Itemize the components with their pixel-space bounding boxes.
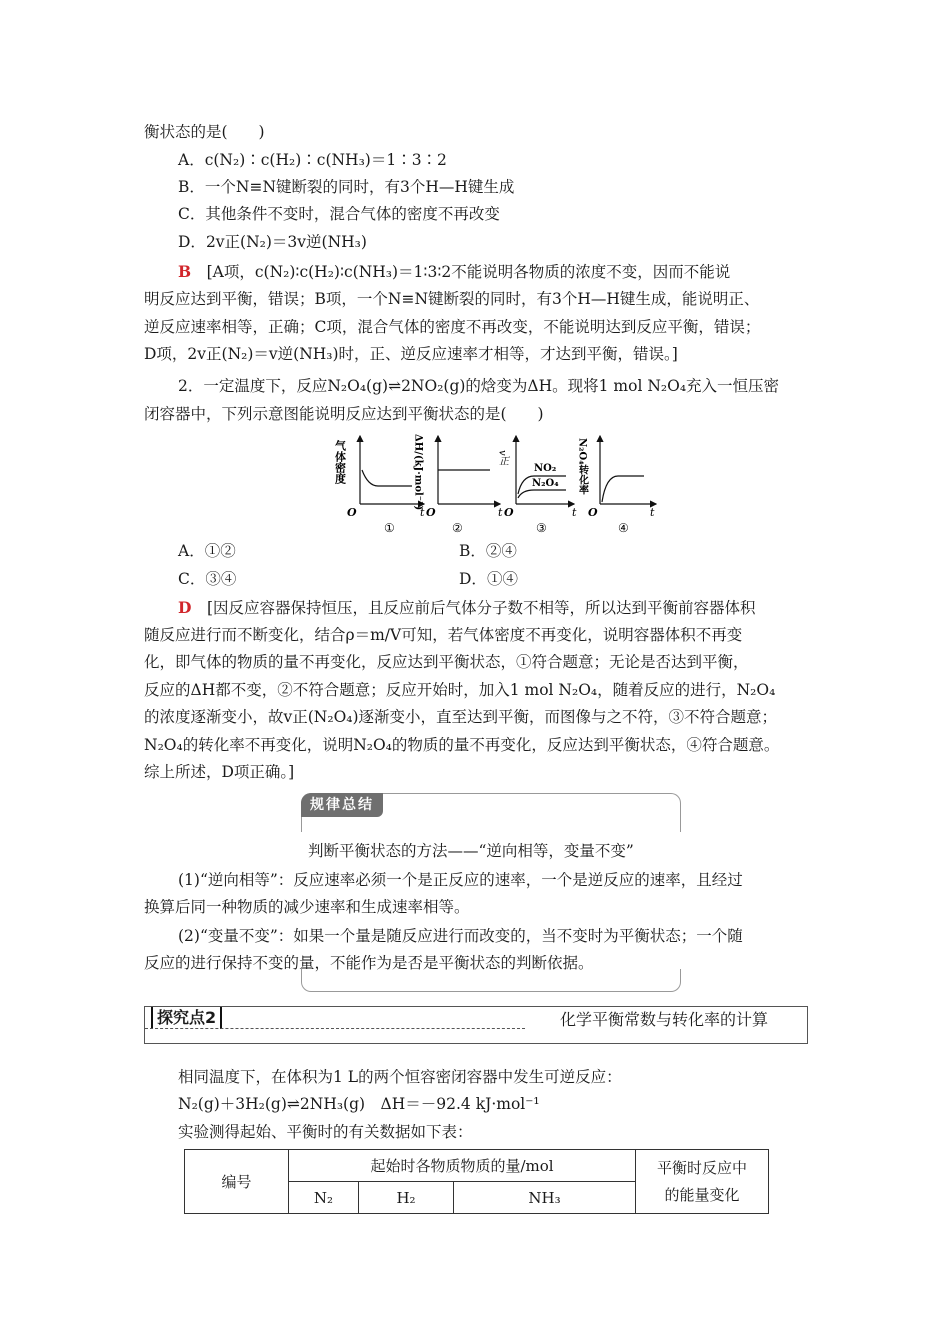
q2-explanation-line-5: 的浓度逐渐变小，故v正(N₂O₄)逐渐变小，直至达到平衡，而图像与之不符，③不符合题意； (144, 708, 778, 726)
figure-2-enthalpy (413, 434, 504, 535)
table-header-id: 编号 (185, 1150, 289, 1214)
q1-answer: B (178, 262, 192, 281)
table-subheader-h2: H₂ (359, 1182, 454, 1214)
intro-line-3: 实验测得起始、平衡时的有关数据如下表： (178, 1123, 473, 1141)
option-text: 一个N≡N键断裂的同时，有3个H—H键生成 (204, 178, 515, 196)
figure-4-curve (602, 476, 644, 502)
option-label: C． (178, 205, 206, 223)
explore-title: 化学平衡常数与转化率的计算 (560, 1010, 769, 1029)
q2-explanation-line-4: 反应的ΔH都不变，②不符合题意；反应开始时，加入1 mol N₂O₄，随着反应的进行，N₂O₄ (144, 681, 776, 699)
figure-3-y-label: v正 (496, 450, 508, 466)
q1-option-b (178, 177, 514, 197)
explore-header (144, 1006, 808, 1044)
summary-line-4: 反应的进行保持不变的量，不能作为是否是平衡状态的判断依据。 (144, 954, 594, 972)
figure-2-origin: O (426, 506, 436, 519)
figure-2-y-label: ΔH/(kJ·mol⁻¹) (412, 434, 424, 511)
q2-explanation-line-3: 化，即气体的物质的量不再变化，反应达到平衡状态，①符合题意；无论是否达到平衡， (144, 653, 749, 671)
q1-explanation-line-2: 明反应达到平衡，错误；B项，一个N≡N键断裂的同时，有3个H—H键生成，能说明正、 (144, 290, 760, 308)
figure-3-series-no2: NO₂ (534, 463, 557, 474)
q1-option-d (178, 232, 367, 252)
option-label: B． (178, 178, 205, 196)
figure-2-caption: ② (452, 521, 463, 535)
figure-1-density (334, 436, 426, 535)
table-header-group: 起始时各物质物质的量/mol (289, 1150, 636, 1182)
q1-explanation-line-4: D项，2v正(N₂)＝v逆(NH₃)时，正、逆反应速率才相等，才达到平衡，错误。] (144, 345, 678, 363)
option-text: c(N₂)∶c(H₂)∶c(NH₃)＝1∶3∶2 (204, 151, 447, 169)
q2-explanation-line-2: 随反应进行而不断变化，结合ρ＝m/V可知，若气体密度不再变化，说明容器体积不再变 (144, 626, 743, 644)
q1-option-a (178, 150, 447, 170)
figure-1-y-label: 气体密度 (333, 440, 347, 484)
figure-1-origin: O (347, 506, 357, 519)
table-subheader-nh3: NH₃ (454, 1182, 636, 1214)
figure-4-origin: O (588, 506, 598, 519)
q1-stem-tail: 衡状态的是( ) (144, 123, 265, 141)
figure-4-y-label: N₂O₄转化率 (576, 438, 588, 495)
explore-tag: 探究点2 (151, 1007, 222, 1029)
figure-4-conversion (577, 436, 657, 535)
option-label: D． (178, 233, 206, 251)
summary-line-2: 换算后同一种物质的减少速率和生成速率相等。 (144, 898, 470, 916)
q2-explanation-line-1: D [因反应容器保持恒压，且反应前后气体分子数不相等，所以达到平衡前容器体积 (178, 598, 756, 617)
figure-4-x-label: t (650, 506, 655, 519)
table-header-energy: 平衡时反应中 的能量变化 (636, 1150, 769, 1214)
q1-option-c (178, 204, 500, 224)
figure-3-rate (497, 436, 578, 535)
figure-2-x-label: t (498, 506, 503, 519)
figure-3-x-label: t (572, 506, 577, 519)
q2-answer: D (178, 598, 192, 617)
q2-explanation-line-7: 综上所述，D项正确。] (144, 763, 295, 781)
intro-equation: N₂(g)＋3H₂(g)⇌2NH₃(g) ΔH＝－92.4 kJ·mol⁻¹ (178, 1095, 540, 1113)
summary-title: 判断平衡状态的方法——“逆向相等，变量不变” (308, 842, 634, 860)
data-table (184, 1149, 769, 1214)
figure-1-x-label: t (420, 506, 425, 519)
figure-3-caption: ③ (536, 521, 547, 535)
summary-line-3: (2)“变量不变”：如果一个量是随反应进行而改变的，当不变时为平衡状态；一个随 (178, 927, 743, 945)
summary-tag: 规律总结 (301, 793, 383, 817)
q2-figures (330, 432, 660, 542)
q2-option-c: C．③④ (178, 570, 237, 588)
option-text: 其他条件不变时，混合气体的密度不再改变 (205, 205, 500, 223)
q2-option-a: A．①② (178, 542, 236, 560)
figure-3-curve-n2o4 (518, 490, 566, 498)
summary-line-1: (1)“逆向相等”：反应速率必须一个是正反应的速率，一个是逆反应的速率，且经过 (178, 871, 743, 889)
figure-4-caption: ④ (618, 521, 629, 535)
q1-explanation-line-1: B [A项，c(N₂)∶c(H₂)∶c(NH₃)＝1∶3∶2不能说明各物质的浓度不变，因而不能说 (178, 262, 731, 281)
q2-option-d: D．①④ (459, 570, 518, 588)
option-text: 2v正(N₂)＝3v逆(NH₃) (205, 233, 367, 251)
table-subheader-n2: N₂ (289, 1182, 359, 1214)
intro-line-1: 相同温度下，在体积为1 L的两个恒容密闭容器中发生可逆反应： (178, 1068, 622, 1086)
option-label: A． (178, 151, 205, 169)
q2-explanation-line-6: N₂O₄的转化率不再变化，说明N₂O₄的物质的量不再变化，反应达到平衡状态，④符合题意。 (144, 736, 780, 754)
explore-divider (145, 1028, 525, 1029)
q2-option-b: B．②④ (459, 542, 517, 560)
figure-1-caption: ① (384, 521, 395, 535)
q1-explanation-line-3: 逆反应速率相等，正确；C项，混合气体的密度不再改变，不能说明达到反应平衡，错误； (144, 318, 761, 336)
figure-3-series-n2o4: N₂O₄ (532, 478, 559, 489)
figure-1-curve (362, 470, 412, 486)
q2-stem-line-1: 2．一定温度下，反应N₂O₄(g)⇌2NO₂(g)的焓变为ΔH。现将1 mol N₂O₄充入一恒压密 (178, 377, 780, 395)
figure-3-origin: O (504, 506, 514, 519)
q2-stem-line-2: 闭容器中，下列示意图能说明反应达到平衡状态的是( ) (144, 405, 544, 423)
